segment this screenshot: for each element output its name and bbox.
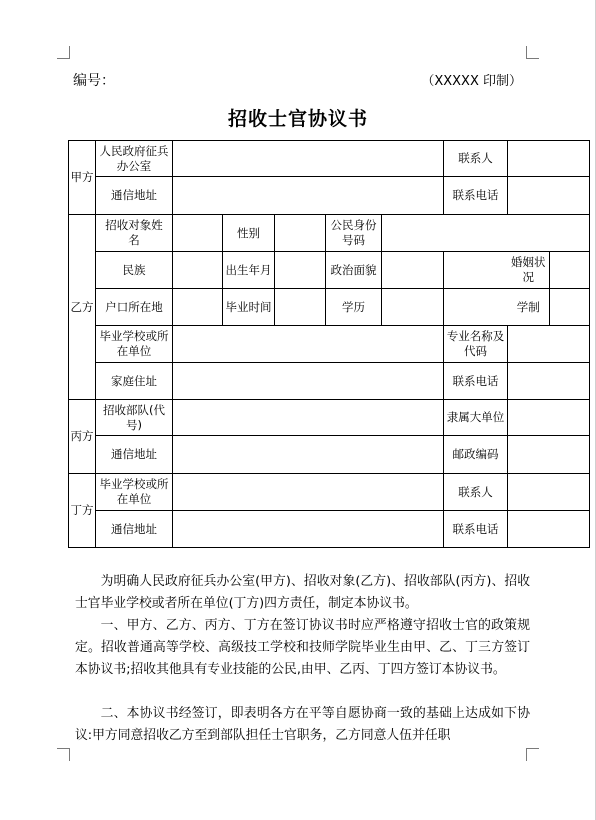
party-d-label: 丁方 [69,474,96,548]
crop-mark-top-right [526,46,539,59]
postcode-value-cell[interactable] [508,436,590,474]
party-a-address-value-cell[interactable] [173,177,444,215]
graduation-time-label: 毕业时间 [223,289,275,326]
document-title: 招收士官协议书 [227,108,368,130]
party-b-label: 乙方 [69,215,96,400]
party-d-school-label: 毕业学校或所在单位 [96,474,173,511]
id-number-value-cell[interactable] [382,215,590,252]
study-length-label: 学制 [508,289,550,326]
party-b-school-label: 毕业学校或所在单位 [96,326,173,363]
party-d-contact-value-cell[interactable] [508,474,590,511]
postcode-label: 邮政编码 [444,436,508,474]
id-number-label: 公民身份号码 [326,215,382,252]
party-a-contact-value-cell[interactable] [508,141,590,177]
graduation-time-value-cell[interactable] [275,289,326,326]
political-status-label: 政治面貌 [326,252,382,289]
party-b-school-value-cell[interactable] [173,326,444,363]
home-address-value-cell[interactable] [173,363,444,400]
education-value-cell[interactable] [382,289,444,326]
party-c-label: 丙方 [69,400,96,474]
office-value-cell[interactable] [173,141,444,177]
recruiting-unit-value-cell[interactable] [173,400,444,436]
party-b-phone-value-cell[interactable] [508,363,590,400]
office-label: 人民政府征兵办公室 [96,141,173,177]
major-label: 专业名称及代码 [444,326,508,363]
crop-mark-bottom-left [57,748,70,761]
party-d-phone-value-cell[interactable] [508,511,590,548]
party-a-phone-value-cell[interactable] [508,177,590,215]
serial-number-label[interactable]: 编号： [73,73,115,89]
political-status-value-cell[interactable] [382,252,444,289]
marital-status-value-cell[interactable] [550,252,590,289]
birth-date-label: 出生年月 [223,252,275,289]
party-d-address-label: 通信地址 [96,511,173,548]
party-c-address-label: 通信地址 [96,436,173,474]
body-paragraph-2: 一、甲方、乙方、丙方、丁方在签订协议书时应严格遵守招收士官的政策规定。招收普通高等学校、高级技工学校和技师学院毕业生由甲、乙、丁三方签订本协议书;招收其他具有专业技能的公民,由甲、乙丙、丁四方签订本协议书。 [75,618,530,677]
name-value-cell[interactable] [173,215,223,252]
hukou-value-cell[interactable] [173,289,223,326]
party-d-contact-label: 联系人 [444,474,508,511]
ethnicity-value-cell[interactable] [173,252,223,289]
ethnicity-label: 民族 [96,252,173,289]
marital-spacer [444,252,508,289]
study-length-value-cell[interactable] [550,289,590,326]
hukou-label: 户口所在地 [96,289,173,326]
crop-mark-top-left [57,46,70,59]
body-paragraph-3: 二、本协议书经签订，即表明各方在平等自愿协商一致的基础上达成如下协议:甲方同意招收乙方至到部队担任士官职务，乙方同意人伍并任职 [75,706,530,743]
agreement-form-table [68,140,590,548]
home-address-label: 家庭住址 [96,363,173,400]
parent-unit-value-cell[interactable] [508,400,590,436]
gender-label: 性别 [223,215,275,252]
party-a-phone-label: 联系电话 [444,177,508,215]
birth-date-value-cell[interactable] [275,252,326,289]
education-label: 学历 [326,289,382,326]
marital-status-label: 婚姻状况 [508,252,550,289]
party-a-contact-label: 联系人 [444,141,508,177]
study-length-spacer [444,289,508,326]
party-a-address-label: 通信地址 [96,177,173,215]
major-value-cell[interactable] [508,326,590,363]
party-c-address-value-cell[interactable] [173,436,444,474]
party-b-phone-label: 联系电话 [444,363,508,400]
parent-unit-label: 隶属大单位 [444,400,508,436]
name-label: 招收对象姓 名 [96,215,173,252]
gender-value-cell[interactable] [275,215,326,252]
printed-by-label: （XXXXX 印制） [421,74,522,89]
body-paragraph-1: 为明确人民政府征兵办公室(甲方)、招收对象(乙方)、招收部队(丙方)、招收士官毕业学校或者所在单位(丁方)四方责任，制定本协议书。 [75,574,530,611]
party-d-address-value-cell[interactable] [173,511,444,548]
party-d-school-value-cell[interactable] [173,474,444,511]
recruiting-unit-label: 招收部队(代号) [96,400,173,436]
party-a-label: 甲方 [69,141,96,215]
party-d-phone-label: 联系电话 [444,511,508,548]
crop-mark-bottom-right [526,748,539,761]
